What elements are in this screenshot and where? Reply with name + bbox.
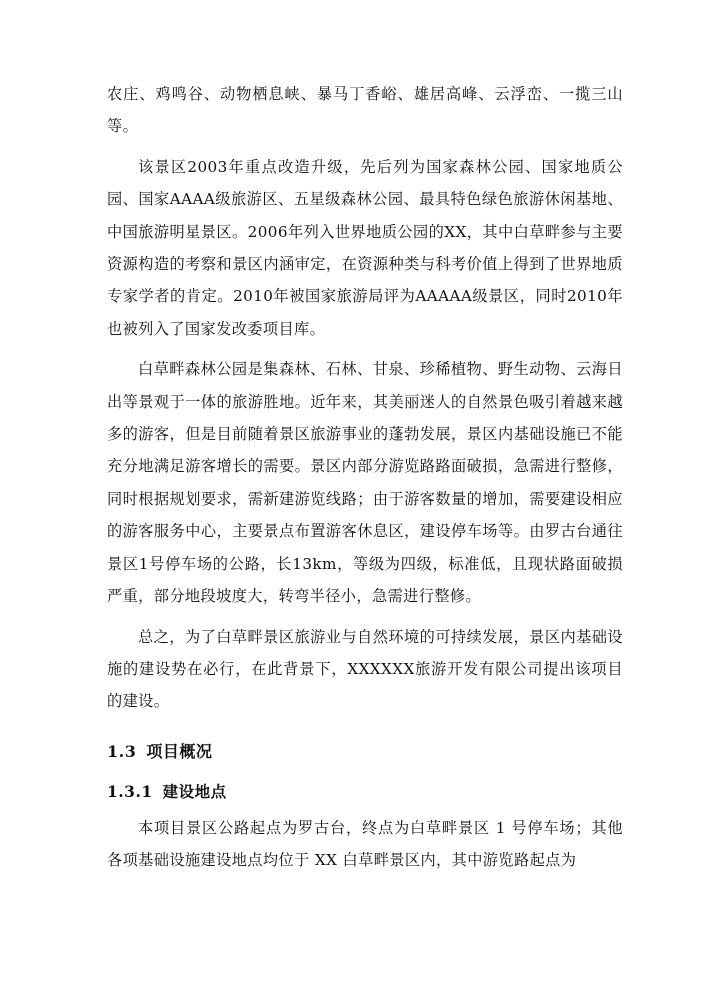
section-title: 项目概况 — [146, 741, 213, 761]
section-heading — [107, 732, 623, 772]
paragraph-construction-location: 本项目景区公路起点为罗古台，终点为白草畔景区 1 号停车场；其他各项基础设施建设地点均位于 XX 白草畔景区内，其中游览路起点为 — [107, 818, 623, 870]
document-page — [107, 78, 623, 877]
subsection-number: 1.3.1 — [107, 781, 153, 801]
paragraph-attractions-continued: 农庄、鸡鸣谷、动物栖息峡、暴马丁香峪、雄居高峰、云浮峦、一揽三山等。 — [107, 85, 623, 136]
section-number: 1.3 — [107, 741, 137, 761]
paragraph-scenic-area-upgrade: 该景区2003年重点改造升级，先后列为国家森林公园、国家地质公园、国家AAAA级旅游区、五星级森林公园、最具特色绿色旅游休闲基地、中国旅游明星景区。2006年列入世界地质公园的XX，其中白草畔参与主要资源构造的考察和景区内涵审定，在资源种类与科考价值上得到了世界地质专家学者的肯定。2010年被国家旅游局评为AAAAA级景区，同时2010年也被列入了国家发改委项目库。 — [107, 157, 623, 338]
subsection-heading — [107, 772, 623, 812]
paragraph-forest-park-infrastructure: 白草畔森林公园是集森林、石林、甘泉、珍稀植物、野生动物、云海日出等景观于一体的旅游胜地。近年来，其美丽迷人的自然景色吸引着越来越多的游客，但是目前随着景区旅游事业的蓬勃发展，景区内基础设施已不能充分地满足游客增长的需要。景区内部分游览路路面破损，急需进行整修，同时根据规划要求，需新建游览线路；由于游客数量的增加，需要建设相应的游客服务中心，主要景点布置游客休息区，建设停车场等。由罗古台通往景区1号停车场的公路，长13km，等级为四级，标准低，且现状路面破损严重，部分地段坡度大，转弯半径小，急需进行整修。 — [107, 360, 623, 606]
paragraph-conclusion: 总之，为了白草畔景区旅游业与自然环境的可持续发展，景区内基础设施的建设势在必行，在此背景下，XXXXXX旅游开发有限公司提出该项目的建设。 — [107, 627, 623, 711]
subsection-title: 建设地点 — [162, 781, 227, 801]
